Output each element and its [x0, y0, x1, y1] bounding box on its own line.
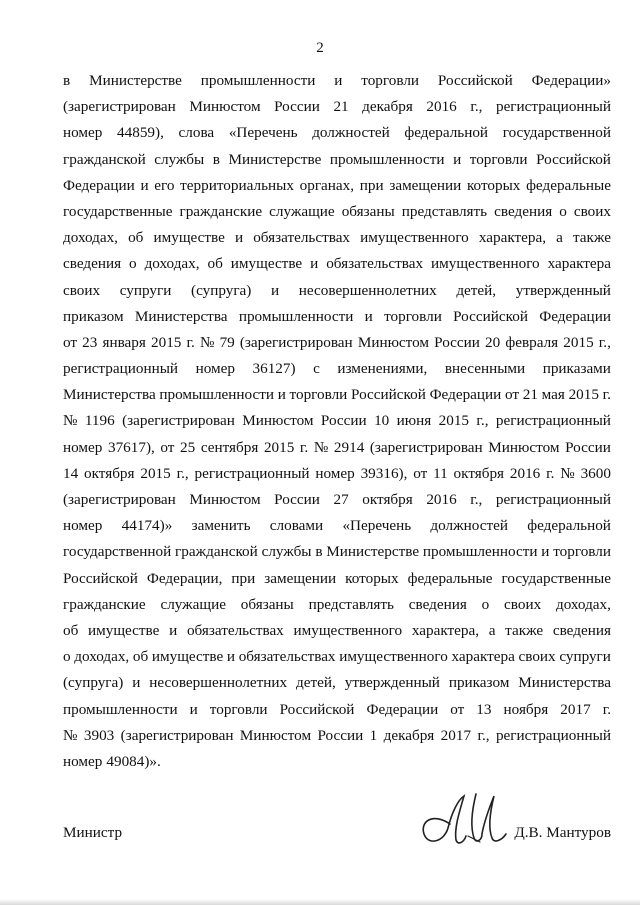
word: детей,	[456, 281, 497, 299]
word: номер	[63, 438, 103, 456]
word: России	[320, 412, 367, 430]
word: несовершеннолетних	[149, 674, 288, 692]
word: г.	[186, 333, 195, 351]
word: Минюстом	[189, 491, 261, 508]
word: Минюстом	[488, 438, 560, 456]
word: 2015	[568, 386, 599, 404]
word: Министерстве	[89, 72, 182, 89]
word: характера,	[478, 229, 547, 247]
word: гражданские	[63, 595, 146, 613]
text-line	[63, 435, 611, 461]
word: Федерации	[539, 307, 611, 325]
word: Министерстве	[326, 543, 420, 561]
word: Федерации	[366, 700, 439, 718]
word: государственной	[63, 543, 172, 561]
word: имущественного	[293, 621, 403, 639]
word: 2914	[333, 438, 365, 456]
text-line	[63, 199, 611, 225]
word: Министерства	[63, 386, 156, 404]
word: супруги	[119, 281, 172, 299]
word: 13	[476, 700, 492, 718]
word: регистрационный	[495, 726, 611, 744]
word: сведения	[494, 202, 553, 220]
word: Минюстом	[357, 333, 430, 351]
word: представлять	[401, 202, 488, 220]
word: 21	[522, 386, 538, 404]
word: несовершеннолетних	[298, 281, 437, 299]
word: 1196	[84, 412, 115, 430]
text-line	[63, 382, 611, 408]
word: имуществе	[230, 255, 303, 273]
word: об	[128, 229, 144, 247]
word: г.,	[470, 98, 483, 116]
text-line	[63, 173, 611, 199]
word: об	[63, 621, 79, 639]
text-line	[63, 670, 611, 696]
word: торговли	[289, 386, 348, 404]
text-line	[63, 120, 611, 146]
text-line	[63, 461, 611, 487]
word: от	[450, 700, 465, 718]
word: 20	[485, 333, 501, 351]
word: 2015	[151, 333, 182, 351]
word: Российской	[63, 569, 138, 587]
word: имуществе	[151, 648, 224, 666]
word: внесенными	[444, 360, 526, 378]
word: и	[169, 621, 178, 639]
word: промышленности	[329, 150, 445, 168]
word: о	[559, 202, 567, 220]
word: 39316),	[360, 464, 408, 482]
word: ноября	[503, 700, 549, 718]
word: имуществе	[153, 229, 225, 247]
word: сведения	[552, 621, 611, 639]
word: Министерстве	[228, 150, 322, 168]
word: регистрационный	[495, 98, 611, 116]
signature-block	[63, 818, 611, 848]
word: регистрационный	[194, 464, 310, 482]
word: №	[199, 333, 215, 351]
word: и	[334, 72, 343, 89]
word: приказом	[448, 674, 510, 692]
word: 37617),	[107, 438, 155, 456]
word: промышленности	[159, 386, 274, 404]
word: об	[132, 648, 149, 666]
word: номер	[63, 517, 103, 535]
text-line	[63, 539, 611, 565]
word: и	[132, 674, 141, 692]
word: и	[364, 307, 373, 325]
word: Федерации»	[531, 72, 611, 89]
word: в	[212, 150, 220, 168]
word: и	[277, 386, 286, 404]
scan-bottom-edge	[0, 899, 640, 905]
word: регистрационный	[495, 491, 611, 508]
word: №	[63, 726, 78, 744]
word: Федерации,	[146, 569, 223, 587]
word: и	[310, 255, 319, 273]
text-line	[63, 304, 611, 330]
word: торговли	[384, 307, 442, 325]
word: России	[274, 98, 320, 116]
word: г.,	[477, 726, 490, 744]
word: промышленности	[200, 72, 316, 89]
text-line	[63, 487, 611, 513]
word: службы	[154, 150, 205, 168]
word: территориальных	[180, 176, 294, 194]
text-line	[63, 147, 611, 173]
word: (зарегистрирован	[122, 412, 235, 430]
word: г.,	[470, 491, 483, 508]
word: при	[359, 176, 384, 194]
word: при	[231, 569, 256, 587]
word: характера	[451, 648, 515, 666]
text-line	[63, 251, 611, 277]
word: №	[560, 464, 575, 482]
word: г.	[602, 700, 611, 718]
word: от	[413, 464, 428, 482]
word: а	[488, 621, 496, 639]
word: своих	[504, 595, 542, 613]
word: гражданской	[175, 543, 258, 561]
word: о	[481, 595, 490, 613]
text-line	[63, 330, 611, 356]
word: Министерства	[518, 674, 611, 692]
word: утвержденный	[344, 674, 440, 692]
word: России	[274, 491, 320, 508]
word: Российской	[536, 150, 611, 168]
word: обязательствах	[238, 648, 336, 666]
text-line	[63, 618, 611, 644]
word: номер	[315, 464, 355, 482]
word: номер	[63, 752, 103, 770]
text-line	[63, 513, 611, 539]
word: 49084)».	[106, 752, 161, 770]
word: 2015	[438, 412, 469, 430]
word: Министерства	[134, 307, 228, 325]
word: государственной	[502, 124, 611, 142]
text-line	[63, 566, 611, 592]
word: г.	[299, 438, 309, 456]
word: характера,	[411, 621, 480, 639]
word: «Перечень	[228, 124, 298, 142]
word: Минюстом	[189, 98, 261, 116]
word: и	[189, 700, 198, 718]
word: России	[317, 726, 364, 744]
word: номер	[195, 360, 235, 378]
word: о	[129, 255, 137, 273]
word: имуществе	[88, 621, 160, 639]
word: федеральной	[527, 517, 611, 535]
word: торговли	[209, 700, 268, 718]
word: супруги	[559, 648, 611, 666]
word: детей,	[296, 674, 336, 692]
word: обязательствах	[186, 621, 284, 639]
text-line	[63, 408, 611, 434]
word: 27	[333, 491, 349, 508]
text-line	[63, 697, 611, 723]
word: также	[572, 229, 611, 247]
word: торговли	[361, 72, 420, 89]
word: 23	[82, 333, 98, 351]
word: декабря	[383, 726, 435, 744]
word: сведения	[408, 595, 467, 613]
word: г.	[602, 386, 611, 404]
word: января	[102, 333, 146, 351]
word: февраля	[505, 333, 559, 351]
word: также	[505, 621, 544, 639]
word: имущественного	[431, 255, 540, 273]
word: (зарегистрирован	[63, 98, 176, 116]
word: имущественного	[360, 229, 469, 247]
body-paragraph	[63, 68, 611, 775]
word: приказом	[63, 307, 124, 325]
word: 3600	[580, 464, 611, 482]
word: слова	[178, 124, 215, 142]
word: своих	[518, 648, 556, 666]
word: с	[313, 360, 320, 378]
word: государственные	[501, 569, 611, 587]
word: номер	[63, 124, 103, 142]
word: 10	[374, 412, 390, 430]
word: 25	[180, 438, 196, 456]
text-line	[63, 644, 611, 670]
word: промышленности	[238, 307, 354, 325]
word: (супруга)	[191, 281, 252, 299]
word: федеральные	[526, 176, 611, 194]
word: №	[313, 438, 329, 456]
word: а	[556, 229, 563, 247]
word: от	[160, 438, 175, 456]
word: №	[63, 412, 78, 430]
word: мая	[541, 386, 565, 404]
word: служащие	[269, 202, 335, 220]
word: замещении	[389, 176, 462, 194]
word: промышленности	[63, 700, 178, 718]
word: (зарегистрирован	[239, 333, 353, 351]
text-line	[63, 225, 611, 251]
word: (супруга)	[63, 674, 124, 692]
word: сведения	[63, 255, 122, 273]
word: 21	[333, 98, 349, 116]
text-line	[63, 68, 611, 94]
word: 3903	[83, 726, 115, 744]
word: Минюстом	[242, 412, 314, 430]
word: утвержденный	[515, 281, 611, 299]
word: государственные	[63, 202, 173, 220]
word: торговли	[469, 150, 528, 168]
text-line	[63, 94, 611, 120]
word: доходах,	[63, 229, 118, 247]
word: 44174)»	[121, 517, 173, 535]
word: 2016	[426, 491, 457, 508]
word: декабря	[362, 98, 413, 116]
word: торговли	[553, 543, 611, 561]
word: характера	[547, 255, 611, 273]
word: службы	[261, 543, 312, 561]
word: г.	[546, 464, 555, 482]
word: и	[453, 150, 462, 168]
word: гражданские	[179, 202, 263, 220]
word: его	[154, 176, 175, 194]
word: 2016	[426, 98, 457, 116]
word: 36127)	[252, 360, 296, 378]
word: Федерации	[429, 386, 502, 404]
text-line	[63, 356, 611, 382]
word: сентября	[200, 438, 259, 456]
word: словами	[269, 517, 324, 535]
word: 2015	[263, 438, 295, 456]
word: и	[541, 543, 550, 561]
word: Федерации	[63, 176, 135, 194]
word: и	[140, 176, 149, 194]
word: должностей	[430, 517, 508, 535]
word: доходах,	[555, 595, 611, 613]
word: представлять	[308, 595, 394, 613]
word: (зарегистрирован	[369, 438, 483, 456]
text-line	[63, 278, 611, 304]
word: России	[434, 333, 480, 351]
word: 44859),	[117, 124, 164, 142]
word: октября	[453, 464, 505, 482]
word: обязаны	[341, 202, 395, 220]
word: имущественного	[339, 648, 448, 666]
word: о	[63, 648, 71, 666]
word: и	[271, 281, 280, 299]
word: 2016	[509, 464, 541, 482]
word: обязательствах	[326, 255, 424, 273]
word: Российской	[351, 386, 426, 404]
word: и	[234, 229, 244, 247]
word: обязательствах	[253, 229, 351, 247]
word: от	[63, 333, 78, 351]
word: 2015	[140, 464, 171, 482]
word: 1	[369, 726, 378, 744]
text-line	[63, 592, 611, 618]
word: октября	[362, 491, 413, 508]
word: регистрационный	[63, 360, 179, 378]
word: 14	[63, 464, 79, 482]
word: 79	[219, 333, 235, 351]
word: которых	[466, 176, 521, 194]
word: изменениями,	[337, 360, 428, 378]
text-line	[63, 749, 611, 775]
word: 2017	[560, 700, 591, 718]
word: Российской	[453, 307, 528, 325]
word: «Перечень	[342, 517, 412, 535]
word: регистрационный	[495, 412, 611, 430]
word: обязаны	[240, 595, 294, 613]
page-number: 2	[316, 40, 324, 56]
signer-name: Д.В. Мантуров	[514, 824, 611, 841]
word: в	[63, 72, 71, 89]
word: октября	[84, 464, 135, 482]
word: Российской	[437, 72, 513, 89]
word: об	[207, 255, 223, 273]
word: 11	[433, 464, 448, 482]
word: (зарегистрирован	[63, 491, 176, 508]
word: замещении	[264, 569, 337, 587]
word: от	[505, 386, 520, 404]
word: своих	[63, 281, 101, 299]
word: своих	[573, 202, 611, 220]
word: и	[226, 648, 236, 666]
word: федеральной	[404, 124, 489, 142]
text-line	[63, 723, 611, 749]
word: федеральные	[407, 569, 493, 587]
word: которых	[345, 569, 399, 587]
word: г.,	[598, 333, 611, 351]
word: доходах,	[74, 648, 130, 666]
word: (зарегистрирован	[120, 726, 234, 744]
signer-title: Министр	[63, 824, 123, 841]
word: 2017	[440, 726, 472, 744]
word: служащие	[160, 595, 226, 613]
word: в	[315, 543, 323, 561]
word: органах,	[299, 176, 355, 194]
word: должностей	[312, 124, 390, 142]
word: России	[565, 438, 611, 456]
word: гражданской	[63, 150, 146, 168]
word: июня	[396, 412, 432, 430]
word: доходах,	[144, 255, 200, 273]
word: г.,	[476, 412, 489, 430]
word: 2015	[563, 333, 594, 351]
word: заменить	[191, 517, 251, 535]
word: г.,	[176, 464, 189, 482]
word: промышленности	[422, 543, 538, 561]
word: Российской	[279, 700, 355, 718]
word: приказами	[542, 360, 611, 378]
word: Минюстом	[239, 726, 312, 744]
